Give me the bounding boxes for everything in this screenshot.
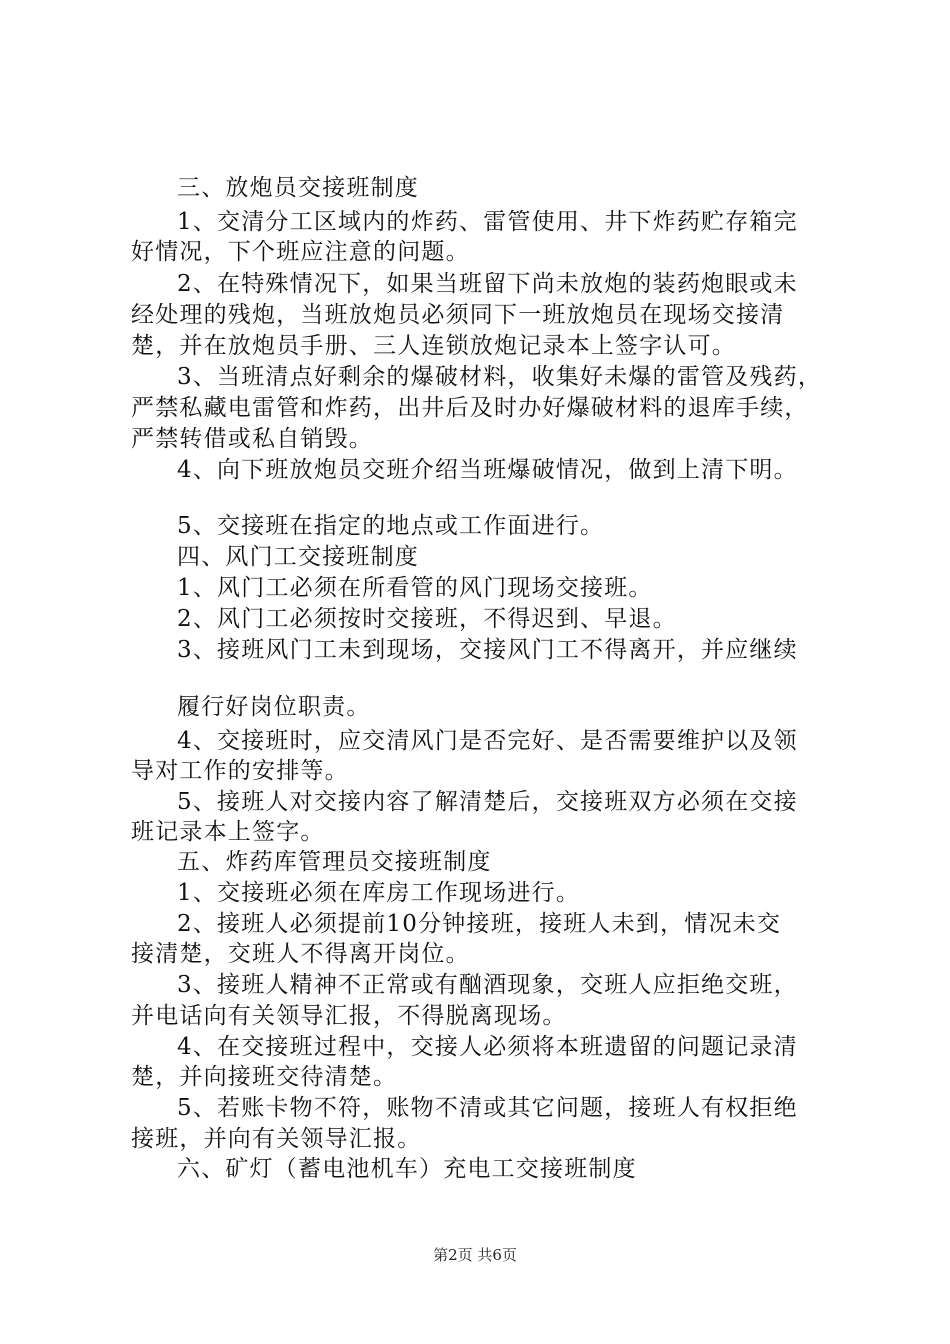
paragraph-line: 5、接班人对交接内容了解清楚后，交接班双方必须在交接 xyxy=(177,789,798,815)
section-heading: 五、炸药库管理员交接班制度 xyxy=(177,849,492,875)
paragraph-line: 严禁私藏电雷管和炸药，出井后及时办好爆破材料的退库手续， xyxy=(131,395,809,421)
paragraph-line: 好情况，下个班应注意的问题。 xyxy=(131,239,470,265)
paragraph-line: 1、交清分工区域内的炸药、雷管使用、井下炸药贮存箱完 xyxy=(177,209,798,235)
paragraph-line: 4、在交接班过程中，交接人必须将本班遗留的问题记录清 xyxy=(177,1034,798,1060)
paragraph-line: 5、交接班在指定的地点或工作面进行。 xyxy=(177,513,605,539)
section-heading: 六、矿灯（蓄电池机车）充电工交接班制度 xyxy=(177,1156,637,1182)
paragraph-line: 2、接班人必须提前10分钟接班，接班人未到，情况未交 xyxy=(177,911,782,937)
paragraph-line: 接清楚，交班人不得离开岗位。 xyxy=(131,941,470,967)
paragraph-line: 4、向下班放炮员交班介绍当班爆破情况，做到上清下明。 xyxy=(177,457,798,483)
paragraph-line: 1、风门工必须在所看管的风门现场交接班。 xyxy=(177,575,653,601)
paragraph-line: 3、当班清点好剩余的爆破材料，收集好未爆的雷管及残药， xyxy=(177,364,823,390)
section-heading: 三、放炮员交接班制度 xyxy=(177,175,419,201)
section-heading: 四、风门工交接班制度 xyxy=(177,544,419,570)
paragraph-line: 接班，并向有关领导汇报。 xyxy=(131,1126,422,1152)
paragraph-line: 导对工作的安排等。 xyxy=(131,758,349,784)
paragraph-line: 楚，并在放炮员手册、三人连锁放炮记录本上签字认可。 xyxy=(131,333,736,359)
paragraph-line: 1、交接班必须在库房工作现场进行。 xyxy=(177,880,581,906)
paragraph-line: 5、若账卡物不符，账物不清或其它问题，接班人有权拒绝 xyxy=(177,1095,798,1121)
paragraph-line: 并电话向有关领导汇报，不得脱离现场。 xyxy=(131,1003,567,1029)
paragraph-line: 楚，并向接班交待清楚。 xyxy=(131,1064,398,1090)
paragraph-line: 2、风门工必须按时交接班，不得迟到、早退。 xyxy=(177,606,677,632)
paragraph-line: 经处理的残炮，当班放炮员必须同下一班放炮员在现场交接清 xyxy=(131,302,785,328)
paragraph-line: 班记录本上签字。 xyxy=(131,819,325,845)
paragraph-line: 严禁转借或私自销毁。 xyxy=(131,426,373,452)
paragraph-line: 3、接班风门工未到现场，交接风门工不得离开，并应继续 xyxy=(177,637,798,663)
paragraph-line: 4、交接班时，应交清风门是否完好、是否需要维护以及领 xyxy=(177,728,798,754)
paragraph-line: 履行好岗位职责。 xyxy=(177,694,371,720)
page-number-footer: 第2页 共6页 xyxy=(433,1246,517,1264)
paragraph-line: 2、在特殊情况下，如果当班留下尚未放炮的装药炮眼或未 xyxy=(177,271,798,297)
paragraph-line: 3、接班人精神不正常或有酗酒现象，交班人应拒绝交班， xyxy=(177,972,798,998)
